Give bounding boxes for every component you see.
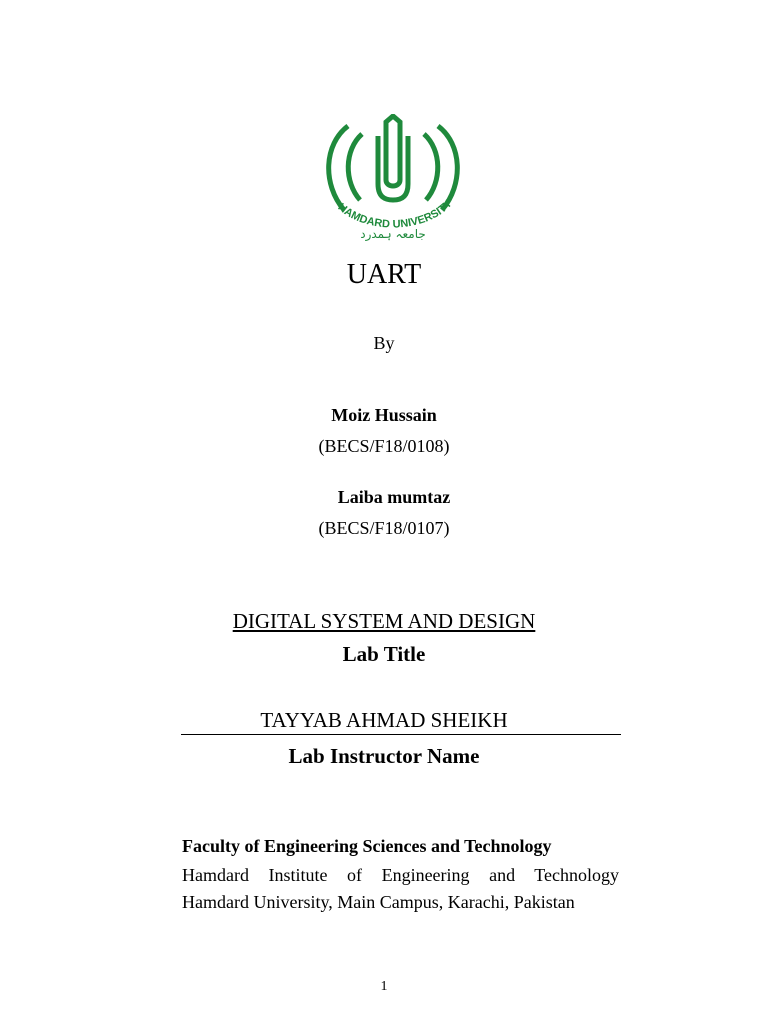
instructor-divider bbox=[181, 734, 621, 735]
course-name: DIGITAL SYSTEM AND DESIGN bbox=[232, 609, 536, 633]
student-name-1: Moiz Hussain bbox=[331, 405, 437, 425]
university-address: Hamdard University, Main Campus, Karachi, Pakistan bbox=[182, 892, 575, 912]
logo-text: HAMDARD UNIVERSITY bbox=[335, 197, 455, 231]
student-reg-1: (BECS/F18/0108) bbox=[318, 436, 450, 456]
instructor-name: TAYYAB AHMAD SHEIKH bbox=[260, 708, 508, 732]
faculty-name: Faculty of Engineering Sciences and Technology bbox=[182, 836, 552, 856]
hamdard-university-logo bbox=[318, 114, 468, 242]
document-title: UART bbox=[346, 259, 422, 290]
page-number: 1 bbox=[380, 979, 388, 994]
lab-title-label: Lab Title bbox=[342, 642, 426, 666]
hamdard-university-seal-icon bbox=[318, 114, 468, 242]
instructor-label: Lab Instructor Name bbox=[288, 744, 480, 768]
by-label: By bbox=[373, 333, 395, 353]
institute-name: Hamdard Institute of Engineering and Technology bbox=[182, 865, 619, 885]
student-reg-2: (BECS/F18/0107) bbox=[318, 518, 450, 538]
logo-urdu-text: جامعہ ہمدرد bbox=[360, 227, 426, 241]
student-name-2: Laiba mumtaz bbox=[337, 487, 451, 507]
